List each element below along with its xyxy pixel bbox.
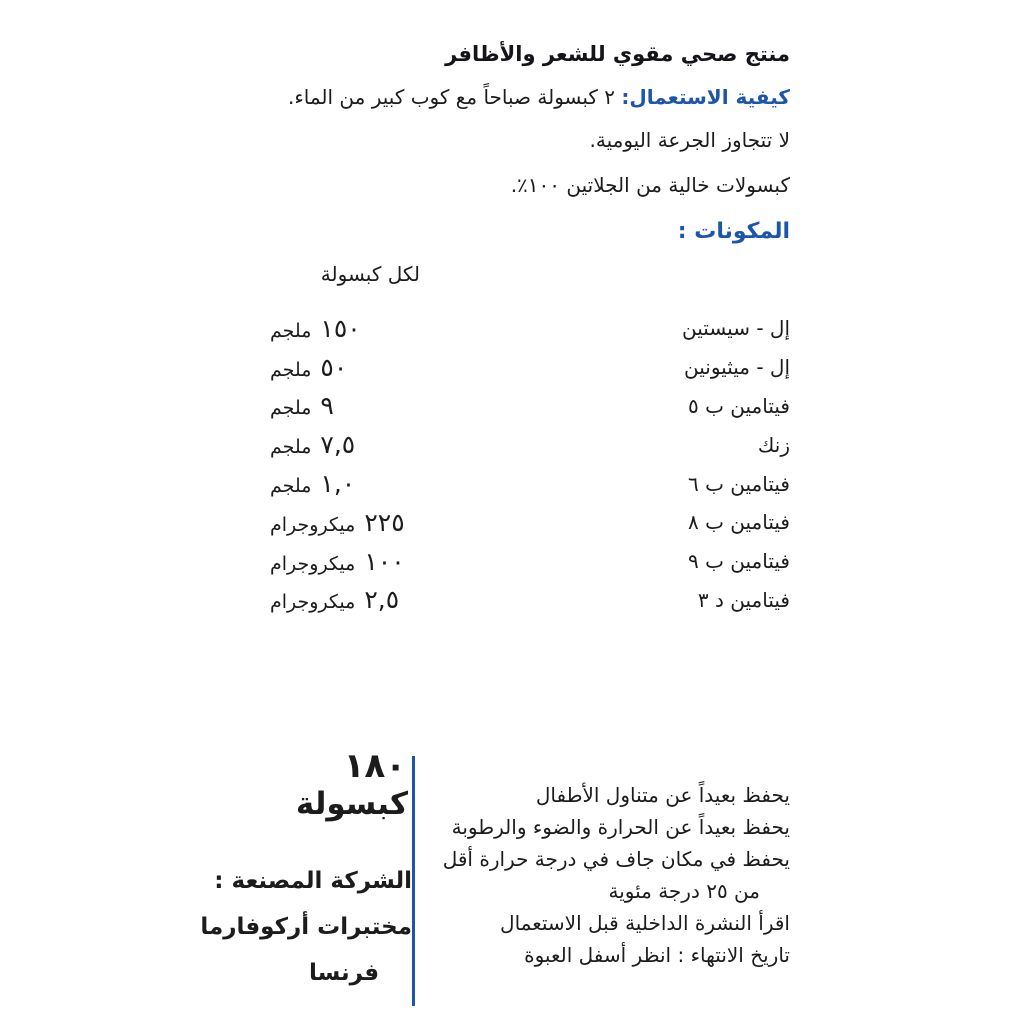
usage-line [288, 85, 790, 109]
storage-line: من ٢٥ درجة مئوية [608, 879, 760, 903]
manufacturer-label: الشركة المصنعة : [214, 868, 412, 894]
capsule-count-number: ١٨٠ [343, 746, 406, 786]
ingredient-unit: ميكروجرام [270, 513, 356, 536]
ingredient-name: فيتامين ب ٨ [688, 510, 790, 535]
ingredient-amount: ١,٠ [320, 469, 356, 499]
ingredient-row [270, 503, 790, 542]
ingredient-unit: ملجم [270, 319, 312, 342]
storage-line: يحفظ بعيداً عن متناول الأطفال [535, 783, 790, 807]
ingredient-row [270, 348, 790, 387]
ingredient-name: زنك [757, 432, 790, 457]
ingredient-row [270, 464, 790, 503]
per-capsule-label: لكل كبسولة [320, 262, 420, 286]
ingredient-value [270, 508, 405, 537]
ingredients-heading: المكونات : [677, 219, 790, 244]
ingredient-value [270, 353, 347, 382]
ingredient-unit: ملجم [270, 436, 312, 459]
ingredient-value [270, 547, 405, 576]
daily-dose-warning: لا تتجاوز الجرعة اليومية. [589, 128, 790, 152]
ingredient-amount: ١٠٠ [364, 546, 405, 576]
ingredient-amount: ٢,٥ [364, 585, 400, 615]
ingredient-name: فيتامين ب ٩ [688, 549, 790, 574]
ingredient-row [270, 425, 790, 464]
ingredient-unit: ملجم [270, 358, 312, 381]
ingredient-amount: ٢٢٥ [364, 507, 405, 537]
product-title: منتج صحي مقوي للشعر والأظافر [445, 42, 790, 66]
ingredient-name: فيتامين ب ٥ [688, 393, 790, 418]
manufacturer-block [200, 858, 412, 996]
ingredient-row [270, 309, 790, 348]
storage-line: اقرأ النشرة الداخلية قبل الاستعمال [500, 911, 790, 935]
storage-line: تاريخ الانتهاء : انظر أسفل العبوة [524, 943, 790, 967]
usage-label: كيفية الاستعمال: [621, 85, 790, 109]
ingredient-value [270, 585, 399, 614]
ingredient-amount: ٩ [320, 391, 334, 421]
manufacturer-country: فرنسا [308, 960, 379, 986]
usage-text: ٢ كبسولة صباحاً مع كوب كبير من الماء. [288, 85, 616, 109]
ingredient-name: إل - سيستين [682, 316, 790, 341]
ingredient-name: فيتامين ب ٦ [688, 471, 790, 496]
ingredient-value [270, 314, 361, 343]
ingredient-amount: ٥٠ [320, 352, 348, 382]
ingredient-row [270, 542, 790, 581]
ingredient-unit: ملجم [270, 475, 312, 498]
storage-instructions [443, 779, 790, 971]
ingredient-value [270, 391, 334, 420]
manufacturer-name: مختبرات أركوفارما [200, 914, 412, 940]
ingredients-table [270, 309, 790, 619]
ingredient-unit: ميكروجرام [270, 591, 356, 614]
ingredient-amount: ١٥٠ [320, 313, 361, 343]
ingredient-value [270, 469, 355, 498]
ingredient-value [270, 430, 355, 459]
ingredient-unit: ميكروجرام [270, 552, 356, 575]
ingredient-amount: ٧,٥ [320, 430, 356, 460]
vertical-divider [412, 756, 415, 1006]
storage-line: يحفظ في مكان جاف في درجة حرارة أقل [442, 847, 790, 871]
gelatin-free-note: كبسولات خالية من الجلاتين ١٠٠٪. [510, 173, 790, 197]
ingredient-name: فيتامين د ٣ [697, 587, 790, 612]
capsule-count-unit: كبسولة [295, 786, 408, 822]
ingredient-name: إل - ميثيونين [684, 355, 790, 380]
ingredient-row [270, 387, 790, 426]
storage-line: يحفظ بعيداً عن الحرارة والضوء والرطوبة [451, 815, 790, 839]
ingredient-unit: ملجم [270, 397, 312, 420]
ingredient-row [270, 581, 790, 620]
